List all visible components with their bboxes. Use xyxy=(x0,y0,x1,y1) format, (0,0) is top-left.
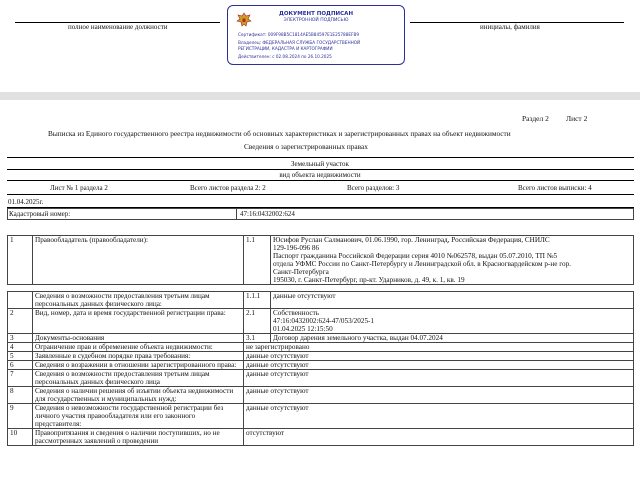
row-value xyxy=(271,236,634,285)
row-number: 2 xyxy=(8,309,33,334)
row-code: 2.1 xyxy=(244,309,271,334)
row-number: 1 xyxy=(8,236,33,285)
row-code: 1.1.1 xyxy=(244,292,271,309)
table-row xyxy=(8,343,634,352)
row-value xyxy=(244,361,634,370)
cadastral-divider xyxy=(236,208,237,220)
row-value xyxy=(271,309,634,334)
table-row xyxy=(8,352,634,361)
row-number: 3 xyxy=(8,334,33,343)
row-number xyxy=(8,292,33,309)
stamp-certificate: Сертификат: 009F98B5C1814AE5B84597E1E25788EFB9 xyxy=(238,32,359,37)
total-sections: Всего разделов: 3 xyxy=(347,184,400,192)
extract-date: 01.04.2025г. xyxy=(8,198,44,206)
row-label: Сведения о наличии решения об изъятии объекта недвижимости для государственных и муниципальных нужд: xyxy=(33,387,244,404)
total-section-sheets: Всего листов раздела 2: 2 xyxy=(190,184,266,192)
row-code: 3.1 xyxy=(244,334,271,343)
value-line: данные отсутствуют xyxy=(246,404,309,412)
value-line: данные отсутствуют xyxy=(246,370,309,378)
sheet-label: Лист 2 xyxy=(566,114,588,123)
value-line: 01.04.2025 12:15:50 xyxy=(273,325,333,333)
object-type-caption: вид объекта недвижимости xyxy=(279,171,361,179)
row-number: 7 xyxy=(8,370,33,387)
value-line: Санкт-Петербурга xyxy=(273,268,329,276)
value-line: Договор дарения земельного участка, выдан 04.07.2024 xyxy=(273,334,443,342)
stamp-subtitle: ЭЛЕКТРОННОЙ ПОДПИСЬЮ xyxy=(283,18,349,23)
table-row xyxy=(8,404,634,429)
row-number: 10 xyxy=(8,429,33,446)
stamp-owner-1: Владелец: ФЕДЕРАЛЬНАЯ СЛУЖБА ГОСУДАРСТВЕННОЙ xyxy=(238,40,361,45)
row-value xyxy=(244,429,634,446)
row-label: Сведения о возражении в отношении зарегистрированного права: xyxy=(33,361,244,370)
row-label: Заявленные в судебном порядке права требования: xyxy=(33,352,244,361)
row-number: 6 xyxy=(8,361,33,370)
total-extract-sheets: Всего листов выписки: 4 xyxy=(518,184,592,192)
sheet-number: Лист № 1 раздела 2 xyxy=(50,184,108,192)
table-row xyxy=(8,370,634,387)
signature-stamp xyxy=(227,5,405,65)
row-value xyxy=(244,404,634,429)
table-row xyxy=(8,292,634,309)
row-value xyxy=(244,352,634,361)
stamp-title: ДОКУМЕНТ ПОДПИСАН xyxy=(278,11,354,17)
counters-line xyxy=(7,194,634,195)
stamp-owner-2: РЕГИСТРАЦИИ, КАДАСТРА И КАРТОГРАФИИ xyxy=(238,46,333,51)
table-row xyxy=(8,387,634,404)
value-line: Юсифов Руслан Салманович, 01.06.1990, гор. Ленинград, Российская Федерация, СНИЛС xyxy=(273,236,550,244)
row-label: Сведения о возможности предоставления третьим лицам персональных данных физического лица xyxy=(33,370,244,387)
object-bottom-line xyxy=(7,180,634,181)
row-value xyxy=(244,370,634,387)
initials-label: инициалы, фамилия xyxy=(480,23,540,31)
table-row xyxy=(8,309,634,334)
object-type: Земельный участок xyxy=(291,160,349,168)
document-subtitle: Сведения о зарегистрированных правах xyxy=(244,142,368,151)
row-number: 8 xyxy=(8,387,33,404)
cadastral-label: Кадастровый номер: xyxy=(9,210,71,218)
value-line: Паспорт гражданина Российской Федерации серия 4010 №062578, выдан 05.07.2010, ТП №5 xyxy=(273,252,558,260)
value-line: Собственность xyxy=(273,309,319,317)
cadastral-box xyxy=(7,208,634,220)
row-label: Ограничение прав и обременение объекта недвижимости: xyxy=(33,343,244,352)
row-label: Правопритязания и сведения о наличии поступивших, но не рассмотренных заявлений о проведении xyxy=(33,429,244,446)
object-mid-line xyxy=(7,169,634,170)
value-line: 47:16:0432002:624-47/053/2025-1 xyxy=(273,317,375,325)
value-line: отсутствуют xyxy=(246,429,285,437)
value-line: данные отсутствуют xyxy=(273,292,336,300)
table-row xyxy=(8,236,634,285)
row-value xyxy=(271,334,634,343)
row-label: Документы-основания xyxy=(33,334,244,343)
row-code: 1.1 xyxy=(244,236,271,285)
row-label: Сведения о возможности предоставления третьим лицам персональных данных физического лица: xyxy=(33,292,244,309)
row-value xyxy=(244,387,634,404)
document-title: Выписка из Единого государственного реестра недвижимости об основных характеристиках и зарегистрированных правах на объект недвижимости xyxy=(48,129,511,138)
page-separator xyxy=(0,92,640,100)
value-line: данные отсутствуют xyxy=(246,361,309,369)
row-value xyxy=(244,343,634,352)
rights-table xyxy=(7,235,634,446)
stamp-validity: Действителен: с 02.08.2024 по 26.10.2025 xyxy=(238,54,332,59)
table-row xyxy=(8,361,634,370)
value-line: 129-196-096 86 xyxy=(273,244,320,252)
position-label: полное наименование должности xyxy=(68,23,168,31)
value-line: данные отсутствуют xyxy=(246,387,309,395)
row-label: Вид, номер, дата и время государственной регистрации права: xyxy=(33,309,244,334)
table-row xyxy=(8,429,634,446)
section-label: Раздел 2 xyxy=(522,114,549,123)
row-label: Сведения о невозможности государственной регистрации без личного участия правообладателя или его законного представителя: xyxy=(33,404,244,429)
row-number: 5 xyxy=(8,352,33,361)
value-line: данные отсутствуют xyxy=(246,352,309,360)
value-line: не зарегистрировано xyxy=(246,343,310,351)
row-value xyxy=(271,292,634,309)
row-number: 4 xyxy=(8,343,33,352)
value-line: 195030, г. Санкт-Петербург, пр-кт. Ударников, д. 49, к. 1, кв. 19 xyxy=(273,276,465,284)
object-top-line xyxy=(7,157,634,158)
row-number: 9 xyxy=(8,404,33,429)
value-line: отдела УФМС России по Санкт-Петербургу и Ленинградской обл. в Красногвардейском р-не гор. xyxy=(273,260,571,268)
cadastral-value: 47:16:0432002:624 xyxy=(240,210,295,218)
table-row xyxy=(8,334,634,343)
row-label: Правообладатель (правообладатели): xyxy=(33,236,244,285)
